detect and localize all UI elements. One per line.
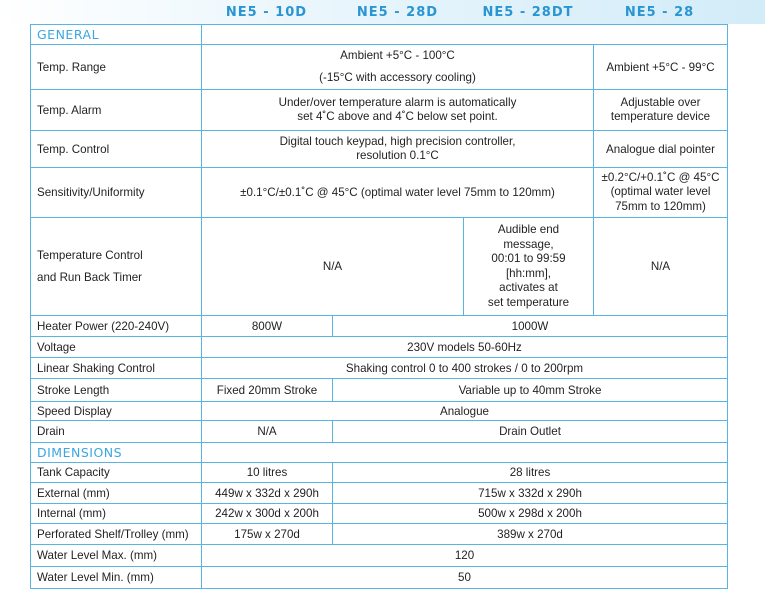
cell-value: 1000W <box>333 316 728 337</box>
cell-line: (-15°C with accessory cooling) <box>319 71 476 84</box>
row-label: Temp. Range <box>31 45 202 90</box>
table-row-water-level-min <box>31 567 728 589</box>
table-row-speed-display <box>31 402 728 421</box>
cell-line: 75mm to 120mm) <box>615 199 706 213</box>
row-label: External (mm) <box>31 483 202 504</box>
table-row-temp-alarm <box>31 90 728 131</box>
cell-line: set 4˚C above and 4˚C below set point. <box>297 110 498 123</box>
table-row-internal <box>31 504 728 524</box>
cell-value: Ambient +5°C - 99°C <box>594 45 728 90</box>
row-label: Linear Shaking Control <box>31 358 202 379</box>
cell-value: 715w x 332d x 290h <box>333 483 728 504</box>
table-row-sensitivity <box>31 168 728 218</box>
cell-line: resolution 0.1°C <box>356 149 439 162</box>
cell-line: activates at <box>499 281 558 294</box>
table-row-drain <box>31 421 728 443</box>
cell-value: 10 litres <box>202 463 333 483</box>
table-row-temp-control <box>31 131 728 168</box>
cell-line: 00:01 to 99:59 <box>491 252 566 265</box>
model-header-ne5-28: NE5 - 28 <box>624 5 695 20</box>
cell-line: Audible end <box>497 223 560 236</box>
row-label: Water Level Max. (mm) <box>31 545 202 567</box>
cell-value: 242w x 300d x 200h <box>202 504 333 524</box>
row-label: Tank Capacity <box>31 463 202 483</box>
section-title-dimensions: DIMENSIONS <box>31 443 202 463</box>
row-label: Internal (mm) <box>31 504 202 524</box>
row-label: Perforated Shelf/Trolley (mm) <box>31 524 202 545</box>
cell-value: 120 <box>202 545 728 567</box>
table-row-shelf <box>31 524 728 545</box>
cell-value <box>594 90 728 131</box>
section-title-general: GENERAL <box>31 25 202 45</box>
table-row-tank-capacity <box>31 463 728 483</box>
cell-value: Variable up to 40mm Stroke <box>333 379 728 402</box>
cell-value: N/A <box>594 218 728 316</box>
cell-line: ±0.2°C/+0.1˚C @ 45°C <box>601 170 720 184</box>
table-row-water-level-max <box>31 545 728 567</box>
cell-value: 175w x 270d <box>202 524 333 545</box>
model-header-band <box>0 0 765 24</box>
cell-line: [hh:mm], <box>505 266 552 280</box>
table-row-external <box>31 483 728 504</box>
cell-value: ±0.1°C/±0.1˚C @ 45°C (optimal water level 75mm to 120mm) <box>202 168 594 218</box>
cell-line: Adjustable over <box>620 95 701 109</box>
model-header-ne5-28dt: NE5 - 28DT <box>482 5 574 20</box>
row-label: Heater Power (220-240V) <box>31 316 202 337</box>
cell-value: 28 litres <box>333 463 728 483</box>
row-label: Temp. Alarm <box>31 90 202 131</box>
table-row-shaking <box>31 358 728 379</box>
cell-value <box>202 90 594 131</box>
cell-value: Analogue dial pointer <box>594 131 728 168</box>
table-row-temp-range <box>31 45 728 90</box>
table-row-stroke <box>31 379 728 402</box>
cell-value: N/A <box>202 218 464 316</box>
model-header-ne5-10d: NE5 - 10D <box>225 5 308 20</box>
row-label: Temp. Control <box>31 131 202 168</box>
cell-line: Under/over temperature alarm is automatically <box>278 95 517 109</box>
row-label: Drain <box>31 421 202 443</box>
row-label: Stroke Length <box>31 379 202 402</box>
row-label: Water Level Min. (mm) <box>31 567 202 589</box>
row-label <box>31 218 202 316</box>
label-line: and Run Back Timer <box>37 270 143 284</box>
cell-value: Fixed 20mm Stroke <box>202 379 333 402</box>
cell-line: Ambient +5°C - 100°C <box>340 49 455 62</box>
section-row-blank <box>202 25 728 45</box>
cell-line: (optimal water level <box>610 185 711 199</box>
section-row-blank <box>202 443 728 463</box>
specification-table <box>30 24 728 589</box>
cell-line: set temperature <box>487 295 570 309</box>
cell-value: Analogue <box>202 402 728 421</box>
row-label: Voltage <box>31 337 202 358</box>
cell-value <box>594 168 728 218</box>
section-row-general <box>31 25 728 45</box>
section-row-dimensions <box>31 443 728 463</box>
cell-value: Drain Outlet <box>333 421 728 443</box>
label-line: Temperature Control <box>37 248 143 262</box>
cell-line: message, <box>503 237 554 251</box>
cell-line: temperature device <box>610 110 711 123</box>
cell-value: N/A <box>202 421 333 443</box>
model-header-ne5-28d: NE5 - 28D <box>356 5 439 20</box>
row-label: Speed Display <box>31 402 202 421</box>
table-row-timer <box>31 218 728 316</box>
cell-value: 449w x 332d x 290h <box>202 483 333 504</box>
cell-value: 800W <box>202 316 333 337</box>
cell-value <box>202 45 594 90</box>
cell-value <box>202 131 594 168</box>
cell-value: 500w x 298d x 200h <box>333 504 728 524</box>
table-row-voltage <box>31 337 728 358</box>
cell-line: Digital touch keypad, high precision controller, <box>279 134 516 148</box>
table-row-heater-power <box>31 316 728 337</box>
cell-value: 230V models 50-60Hz <box>202 337 728 358</box>
cell-value: Shaking control 0 to 400 strokes / 0 to 200rpm <box>202 358 728 379</box>
cell-value: 50 <box>202 567 728 589</box>
cell-value: 389w x 270d <box>333 524 728 545</box>
cell-value <box>464 218 594 316</box>
row-label: Sensitivity/Uniformity <box>31 168 202 218</box>
